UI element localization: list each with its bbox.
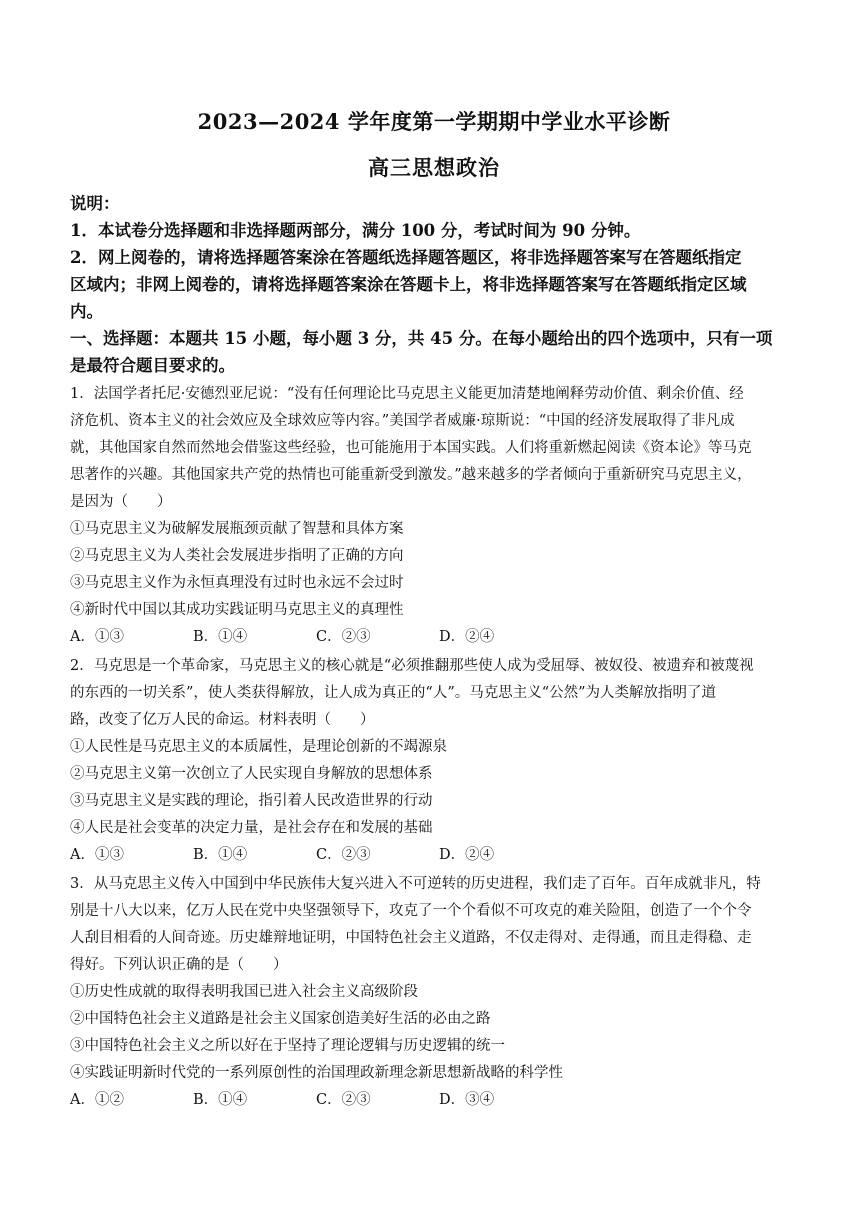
question-stem-line: 2．马克思是一个革命家，马克思主义的核心就是“必须推翻那些使人成为受屈辱、被奴役、被遗弃和被蔑视	[70, 658, 754, 674]
option-a: A．①②	[70, 1092, 124, 1108]
question-stem-line: 济危机、资本主义的社会效应及全球效应等内容。”美国学者威廉·琼斯说：“中国的经济发展取得了非凡成	[70, 413, 735, 429]
statement: ③中国特色社会主义之所以好在于坚持了理论逻辑与历史逻辑的统一	[70, 1038, 505, 1054]
statement: ②马克思主义第一次创立了人民实现自身解放的思想体系	[70, 766, 433, 782]
question-stem-line: 路，改变了亿万人民的命运。材料表明（ ）	[70, 712, 375, 728]
instruction-item-2-line: 内。	[70, 302, 103, 321]
statement: ②中国特色社会主义道路是社会主义国家创造美好生活的必由之路	[70, 1011, 491, 1027]
option-a: A．①③	[70, 629, 124, 645]
statement: ①马克思主义为破解发展瓶颈贡献了智慧和具体方案	[70, 521, 404, 537]
option-b: B．①④	[193, 847, 248, 863]
statement: ④新时代中国以其成功实践证明马克思主义的真理性	[70, 602, 404, 618]
statement: ①历史性成就的取得表明我国已进入社会主义高级阶段	[70, 984, 418, 1000]
exam-content	[70, 190, 798, 1114]
option-d: D．③④	[439, 1092, 495, 1108]
section-heading-line: 一、选择题：本题共 15 小题，每小题 3 分，共 45 分。在每小题给出的四个选项中，只有一项	[70, 329, 773, 348]
statement: ②马克思主义为人类社会发展进步指明了正确的方向	[70, 548, 404, 564]
statement: ④实践证明新时代党的一系列原创性的治国理政新理念新思想新战略的科学性	[70, 1065, 563, 1081]
option-d: D．②④	[439, 847, 495, 863]
question-stem-line: 3．从马克思主义传入中国到中华民族伟大复兴进入不可逆转的历史进程，我们走了百年。百年成就非凡，特	[70, 876, 761, 892]
question-2	[70, 653, 798, 869]
question-stem-line: 得好。下列认识正确的是（ ）	[70, 957, 288, 973]
answer-options	[70, 624, 798, 651]
answer-options	[70, 1087, 798, 1114]
question-stem-line: 就，其他国家自然而然地会借鉴这些经验，也可能施用于本国实践。人们将重新燃起阅读《资本论》等马克	[70, 440, 752, 456]
statement: ①人民性是马克思主义的本质属性，是理论创新的不竭源泉	[70, 739, 447, 755]
question-3	[70, 871, 798, 1114]
option-b: B．①④	[193, 629, 248, 645]
question-1	[70, 381, 798, 651]
option-c: C．②③	[316, 847, 371, 863]
option-a: A．①③	[70, 847, 124, 863]
option-c: C．②③	[316, 629, 371, 645]
exam-title: 2023—2024 学年度第一学期期中学业水平诊断	[197, 109, 671, 134]
section-heading-line: 是最符合题目要求的。	[70, 356, 235, 375]
statement: ③马克思主义是实践的理论，指引着人民改造世界的行动	[70, 793, 433, 809]
exam-subject: 高三思想政治	[368, 155, 500, 180]
instructions	[70, 190, 798, 325]
question-stem-line: 1．法国学者托尼·安德烈亚尼说：“没有任何理论比马克思主义能更加清楚地阐释劳动价值、剩余价值、经	[70, 386, 744, 402]
question-stem-line: 的东西的一切关系”，使人类获得解放，让人成为真正的“人”。马克思主义“公然”为人类解放指明了道	[70, 685, 717, 701]
instruction-item-1: 1．本试卷分选择题和非选择题两部分，满分 100 分，考试时间为 90 分钟。	[70, 221, 641, 240]
option-c: C．②③	[316, 1092, 371, 1108]
question-stem-line: 别是十八大以来，亿万人民在党中央坚强领导下，攻克了一个个看似不可攻克的难关险阻，创造了一个个令	[70, 903, 752, 919]
answer-options	[70, 842, 798, 869]
option-b: B．①④	[193, 1092, 248, 1108]
question-stem-line: 人刮目相看的人间奇迹。历史雄辩地证明，中国特色社会主义道路，不仅走得对、走得通，而且走得稳、走	[70, 930, 752, 946]
section-heading	[70, 325, 798, 379]
instruction-item-2-line: 2．网上阅卷的，请将选择题答案涂在答题纸选择题答题区，将非选择题答案写在答题纸指定	[70, 248, 742, 267]
statement: ④人民是社会变革的决定力量，是社会存在和发展的基础	[70, 820, 433, 836]
question-stem-line: 思著作的兴趣。其他国家共产党的热情也可能重新受到激发。”越来越多的学者倾向于重新研究马克思主义，	[70, 467, 752, 483]
instructions-heading: 说明：	[70, 194, 120, 213]
instruction-item-2-line: 区域内；非网上阅卷的，请将选择题答案涂在答题卡上，将非选择题答案写在答题纸指定区域	[70, 275, 747, 294]
question-stem-line: 是因为（ ）	[70, 494, 172, 510]
option-d: D．②④	[439, 629, 495, 645]
statement: ③马克思主义作为永恒真理没有过时也永远不会过时	[70, 575, 404, 591]
